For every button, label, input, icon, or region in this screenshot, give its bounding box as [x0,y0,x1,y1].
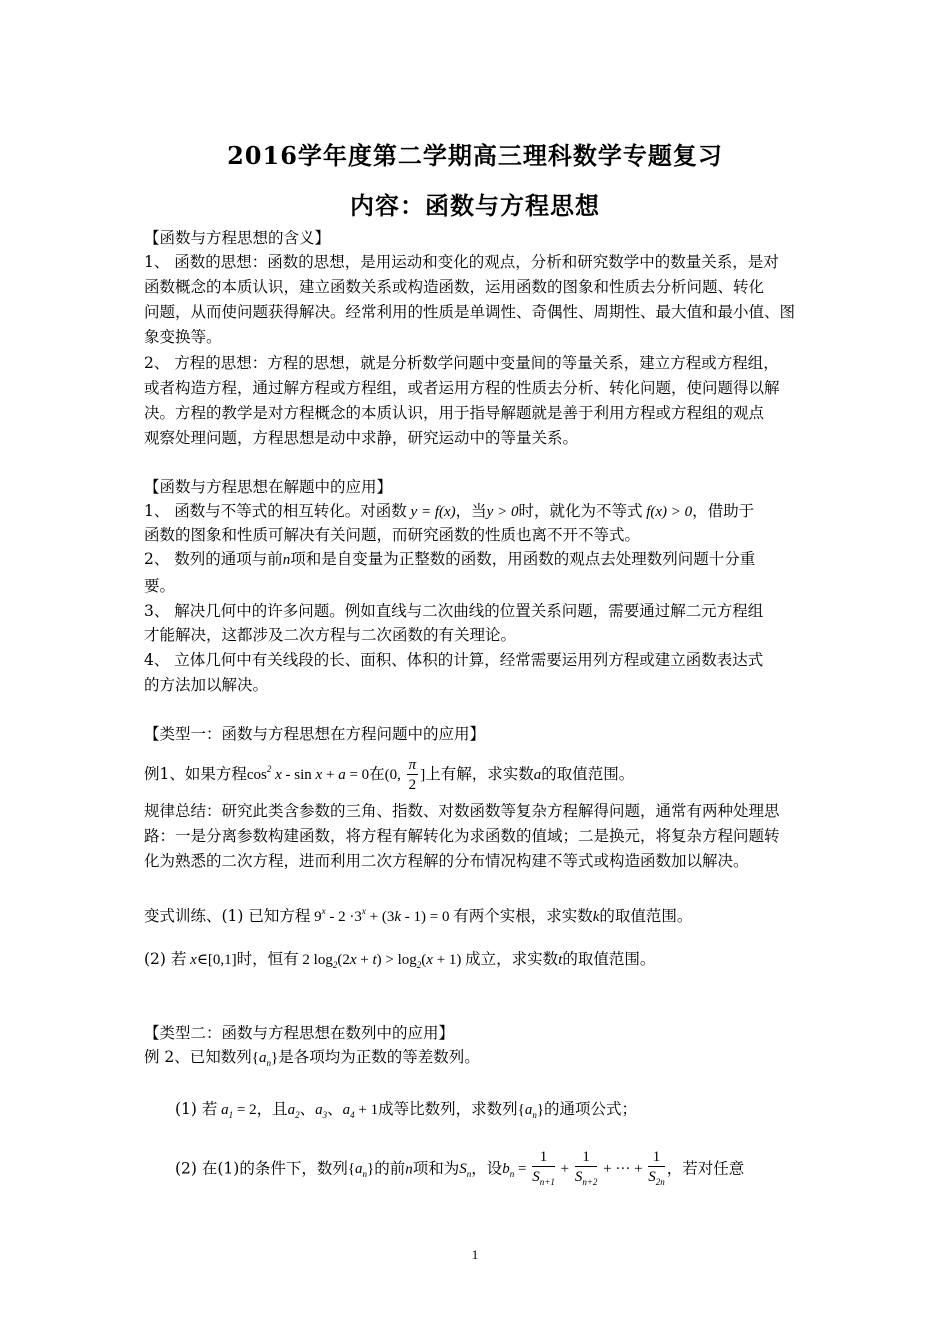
formula-sequence-an: $\{a_n\}$ [517,1102,545,1120]
paragraph-line: 观察处理问题，方程思想是动中求静，研究运动中的等量关系。 [144,429,579,447]
paragraph-line: 1、 函数的思想：函数的思想，是用运动和变化的观点，分析和研究数学中的数量关系，是对 [144,253,779,271]
list-item-4-cont: 的方法加以解决。 [144,676,269,694]
section-heading-type-two: 【类型二：函数与方程思想在数列中的应用】 [144,1024,455,1042]
list-item-2: 2、 数列的通项与前n项和是自变量为正整数的函数，用函数的观点去处理数列问题十分重 [144,550,756,568]
document-subtitle: 内容：函数与方程思想 [350,191,600,220]
paragraph-line: 2、 方程的思想：方程的思想，就是分析数学问题中变量间的等量关系，建立方程或方程组， [144,354,779,372]
paragraph-line: 决。方程的教学是对方程概念的本质认识，用于指导解题就是善于利用方程或方程组的观点 [144,404,765,422]
paragraph-line: 函数概念的本质认识，建立函数关系或构造函数，运用函数的图象和性质去分析问题、转化 [144,278,765,296]
question-2: (2) 在(1)的条件下，数列$\{a_n\}$的前n项和为$S_n$，设$b_n$ = $\frac{1}{S_{n+1}}$ + $\frac{1}{S_{n+2}}$ + ··· + $\frac{1}{S_{2n}}$ ，若对任意 [175,1149,745,1187]
formula-equation-1: $\cos^2 x - \sin x + a = 0$ [246,764,370,783]
list-item-2-cont: 要。 [144,577,176,595]
variant-2: (2) 若 x∈[0,1]时，恒有 2 $\log_2(2x + t) > \log_2(x + 1)$ 成立，求实数t的取值范围。 [144,950,656,970]
formula-equation-2: $9^x - 2 \cdot 3^x + (3k - 1) = 0$ [310,906,454,925]
paragraph-line: 或者构造方程，通过解方程或方程组，或者运用方程的性质去分析、转化问题，使问题得以解 [144,379,780,397]
example-2: 例 2、已知数列$\{a_n\}$是各项均为正数的等差数列。 [144,1048,480,1068]
formula-n: n [282,552,291,568]
section-heading-type-one: 【类型一：函数与方程思想在方程问题中的应用】 [144,725,486,743]
paragraph-line: 问题，从而使问题获得解决。经常利用的性质是单调性、奇偶性、周期性、最大值和最小值、图 [144,303,796,321]
list-item-3-cont: 才能解决，这都涉及二次方程与二次函数的有关理论。 [144,626,517,644]
list-item-1-cont: 函数的图象和性质可解决有关问题，而研究函数的性质也离不开不等式。 [144,526,641,544]
formula-x-range: x [186,952,197,968]
summary-line: 路：一是分离参数构建函数，将方程有解转化为求函数的值域；二是换元，将复杂方程问题转 [144,827,780,845]
formula-log-inequality: 2 $\log_2(2x + t) > \log_2(x + 1)$ [298,952,466,970]
list-item-4: 4、 立体几何中有关线段的长、面积、体积的计算，经常需要运用列方程或建立函数表达式 [144,651,764,669]
question-1: (1) 若 $a_1 = 2$，且$a_2$、$a_3$、$a_4 + 1$成等比数列，求数列$\{a_n\}$的通项公式； [175,1100,638,1120]
summary-line: 化为熟悉的二次方程，进而利用二次方程解的分布情况构建不等式或构造函数加以解决。 [144,852,749,870]
formula-y-gt-0: y > 0 [486,504,519,520]
formula-t: t [558,952,563,968]
formula-n: n [405,1161,413,1178]
formula-sequence-an: $\{a_n\}$ [251,1050,279,1068]
page-number: 1 [471,1247,479,1262]
formula-a3: $a_3$ [315,1102,328,1120]
formula-y-fx: y = f [406,504,439,520]
section-heading-application: 【函数与方程思想在解题中的应用】 [144,478,393,496]
document-title: 2016学年度第二学期高三理科数学专题复习 [227,141,723,170]
formula-bn-sum: $b_n$ = $\frac{1}{S_{n+1}}$ + $\frac{1}{S_{n+2}}$ + ··· + $\frac{1}{S_{2n}}$ [502,1149,665,1187]
example-1: 例1、如果方程$\cos^2 x - \sin x + a = 0$在(0, $\frac{\pi}{2}$ ]上有解，求实数a的取值范围。 [144,757,635,794]
section-heading-meaning: 【函数与方程思想的含义】 [144,229,331,247]
formula-interval: (0, $\frac{\pi}{2}$ ] [384,757,426,794]
formula-a4-plus-1: $a_4 + 1$ [342,1102,379,1120]
list-item-3: 3、 解决几何中的许多问题。例如直线与二次曲线的位置关系问题，需要通过解二元方程组 [144,602,764,620]
paragraph-line: 象变换等。 [144,328,222,346]
list-item-1: 1、 函数与不等式的相互转化。对函数 y = f(x)，当y > 0时，就化为不等式 f(x) > 0，借助于 [144,502,755,520]
formula-fx-gt-0: f(x) > 0 [642,504,693,520]
formula-a2: $a_2$ [287,1102,300,1120]
summary-line: 规律总结：研究此类含参数的三角、指数、对数函数等复杂方程解得问题，通常有两种处理思 [144,802,780,820]
formula-Sn: $S_n$ [459,1161,472,1180]
variant-1: 变式训练、(1) 已知方程 $9^x - 2 \cdot 3^x + (3k - 1) = 0$ 有两个实根，求实数k的取值范围。 [144,906,693,925]
formula-k: k [592,909,600,925]
formula-a: a [533,767,542,783]
formula-a1-eq-2: $a_1 = 2$ [217,1102,257,1120]
formula-sequence-an: $\{a_n\}$ [347,1161,375,1180]
